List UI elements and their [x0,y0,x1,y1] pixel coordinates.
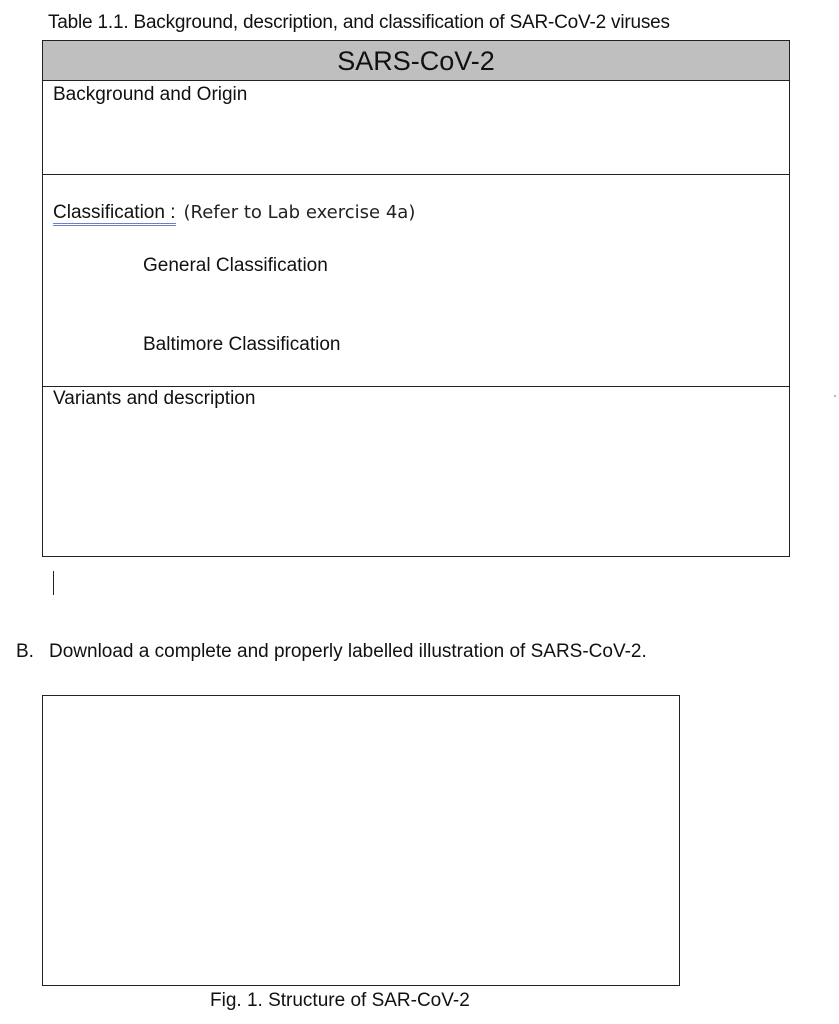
figure-caption: Fig. 1. Structure of SAR-CoV-2 [210,990,470,1011]
classification-label: Classification : [53,202,176,226]
table-header-title: SARS-CoV-2 [43,41,789,81]
section-b-marker: B. [16,641,34,662]
section-b-text: Download a complete and properly labelled illustration of SARS-CoV-2. [49,641,647,662]
table-row-classification[interactable] [43,175,789,387]
text-cursor [53,571,54,595]
section-b-instruction [16,641,647,663]
classification-heading [53,202,415,224]
background-origin-label: Background and Origin [53,84,248,105]
stray-mark [834,395,836,397]
table-caption: Table 1.1. Background, description, and classification of SAR-CoV-2 viruses [48,12,670,33]
classification-table [42,40,790,557]
classification-note: (Refer to Lab exercise 4a) [183,202,416,223]
general-classification-label: General Classification [143,255,328,276]
table-row-variants[interactable] [43,387,789,557]
variants-description-label: Variants and description [53,388,256,409]
table-row-background[interactable] [43,81,789,175]
baltimore-classification-label: Baltimore Classification [143,334,341,355]
figure-placeholder-box[interactable] [42,695,680,986]
